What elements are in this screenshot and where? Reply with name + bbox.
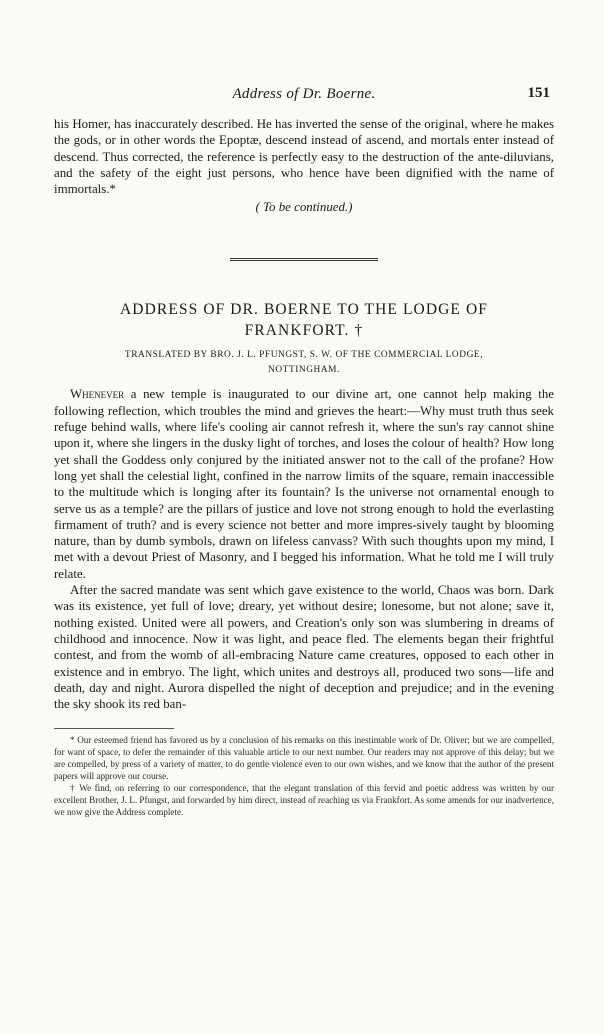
article-paragraph-2: After the sacred mandate was sent which gave existence to the world, Chaos was born. Dark was its existence, yet full of love; dreary, yet without desire; lonesome, but not alone; save it, nothing existed. United were all powers, and Creation's only son was slumbering in dreams of childhood and innocence. Now it was light, and peace fled. The elements began their frightful contest, and from the womb of all-embracing Nature came creatures, opposed to each other in existence and in embryo. The light, which unites and destroys all, produced two sons—life and death, day and night. Aurora dispelled the night of deception and prejudice; and in the evening the sky shook its red ban- <box>54 583 554 712</box>
footnote-1: * Our esteemed friend has favored us by a conclusion of his remarks on this inestimable work of Dr. Oliver; but we are compelled, for want of space, to defer the remainder of this valuable article to our next number. Our readers may not approve of this delay; but we are compelled, by press of a variety of matter, to do gentle violence even to our own wishes, and we know that the author of the present papers will approve our course. <box>54 735 554 782</box>
continued-note: ( To be continued.) <box>255 200 353 215</box>
section-divider <box>230 258 378 261</box>
footnote-rule <box>54 728 174 729</box>
translator-credit <box>54 348 554 377</box>
article-title <box>54 299 554 341</box>
running-head <box>54 86 554 108</box>
page-number: 151 <box>527 85 550 101</box>
article-title-line-2: FRANKFORT. † <box>244 322 364 340</box>
article-paragraph-1 <box>54 386 554 582</box>
translator-line-1: TRANSLATED BY BRO. J. L. PFUNGST, S. W. OF THE COMMERCIAL LODGE, <box>124 350 484 361</box>
footnote-2: † We find, on referring to our correspondence, that the elegant translation of this fervid and poetic address was written by our excellent Brother, J. L. Pfungst, and forwarded by him direct, instead of reaching us via Frankfort. As some amends for our inadvertence, we now give the Address complete. <box>54 783 554 817</box>
paragraph-1-text: a new temple is inaugurated to our divine art, one cannot help making the following reflection, which troubles the mind and grieves the heart:—Why must truth thus seek refuge behind walls, where life's cooling air cannot refresh it, where the sun's ray cannot shine upon it, where she lingers in the dusky light of torches, and loses the colour of health? How long yet shall the Goddess only conjured by the initiated answer not to the call of the profane? How long yet shall the celestial light, confined in the narrow limits of the square, remain inaccessible to the multitude which is longing after its fountain? Is the universe not ornamental enough to serve us as a temple? are the pillars of justice and love not strong enough to hold the everlasting firmament of truth? and is every science not better and more impres-sively taught by blooming nature, than by dumb symbols, drawn on lifeless canvass? With such thoughts upon my mind, I met with a devout Priest of Masonry, and I begged his information. What he told me I will truly relate. <box>54 387 554 581</box>
prior-article-closing-paragraph: his Homer, has inaccurately described. He has inverted the sense of the original, where he makes the gods, or in other words the Epoptæ, descend instead of ascend, and mortals enter instead of descend. Thus corrected, the reference is perfectly easy to the destruction of the ante-diluvians, and the safety of the eight just persons, who hence have been dignified with the name of immortals.* <box>54 117 554 197</box>
article-title-line-1: ADDRESS OF DR. BOERNE TO THE LODGE OF <box>120 301 488 319</box>
running-title: Address of Dr. Boerne. <box>232 86 376 102</box>
paragraph-lead-word: Whenever <box>70 387 125 402</box>
translator-line-2: NOTTINGHAM. <box>268 364 340 375</box>
